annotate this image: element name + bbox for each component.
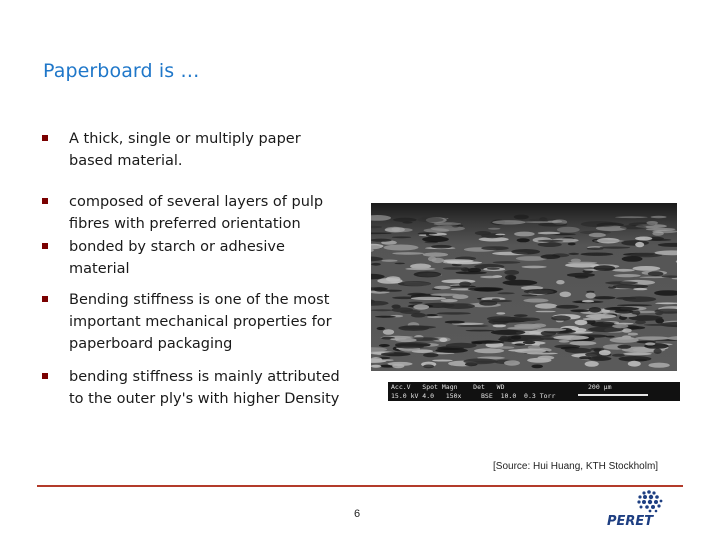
fibre-texture — [646, 221, 658, 225]
fibre-texture — [621, 240, 649, 246]
fibre-texture — [612, 354, 625, 357]
fibre-texture — [527, 353, 558, 355]
fibre-texture — [589, 307, 601, 313]
fibre-texture — [441, 279, 475, 283]
fibre-texture — [568, 243, 576, 246]
fibre-texture — [392, 236, 411, 238]
fibre-texture — [495, 234, 505, 236]
fibre-texture — [535, 311, 555, 313]
fibre-texture — [604, 307, 639, 311]
fibre-texture — [371, 365, 381, 368]
fibre-texture — [581, 221, 617, 227]
fibre-texture — [628, 361, 641, 367]
fibre-texture — [401, 326, 436, 329]
fibre-texture — [593, 296, 615, 299]
databar-row-1: Acc.V Spot Magn Det WD — [391, 383, 505, 391]
fibre-texture — [381, 290, 402, 292]
fibre-texture — [371, 263, 381, 266]
fibre-texture — [541, 254, 561, 259]
fibre-texture — [457, 325, 489, 327]
fibre-texture — [504, 270, 519, 275]
fibre-texture — [615, 337, 634, 340]
fibre-texture — [531, 365, 543, 369]
fibre-texture — [551, 315, 571, 320]
fibre-texture — [377, 278, 402, 284]
fibre-texture — [466, 330, 495, 332]
fibre-texture — [411, 297, 446, 300]
fibre-texture — [418, 232, 438, 234]
fibre-texture — [569, 341, 596, 345]
fibre-texture — [633, 288, 647, 290]
fibre-texture — [487, 316, 515, 321]
bullet-square-icon — [42, 243, 48, 249]
fibre-texture — [575, 320, 588, 325]
bullet-square-icon — [42, 198, 48, 204]
fibre-texture — [635, 242, 644, 247]
fibre-texture — [474, 348, 504, 353]
fibre-texture — [628, 333, 638, 336]
fibre-texture — [496, 312, 505, 314]
fibre-texture — [585, 361, 599, 367]
fibre-texture — [423, 252, 448, 256]
fibre-texture — [441, 299, 458, 302]
scale-bar-label: 200 µm — [588, 383, 612, 391]
fibre-texture — [622, 256, 643, 262]
fibre-texture — [627, 326, 645, 329]
sem-micrograph — [371, 203, 677, 371]
fibre-texture — [569, 253, 580, 255]
bullet-item — [40, 236, 340, 280]
fibre-texture — [521, 295, 537, 297]
fibre-texture — [538, 232, 561, 235]
fibre-texture — [434, 286, 450, 290]
fibre-texture — [393, 218, 417, 222]
fibre-texture — [648, 271, 664, 276]
fibre-texture — [594, 265, 616, 271]
page-number: 6 — [354, 508, 361, 520]
fibre-texture — [622, 328, 632, 333]
fibre-texture — [497, 292, 514, 294]
fibre-texture — [435, 348, 468, 353]
fibre-texture — [381, 260, 397, 262]
fibre-texture — [427, 316, 443, 318]
bullet-square-icon — [42, 296, 48, 302]
bullet-text: Bending stiffness is one of the most important mechanical properties for paperboard packaging — [69, 292, 332, 352]
fibre-texture — [413, 304, 429, 309]
bullet-text: A thick, single or multiply paper based material. — [69, 131, 301, 169]
fibre-texture — [538, 223, 567, 227]
fibre-texture — [523, 341, 535, 344]
fibre-texture — [508, 275, 516, 280]
bullet-square-icon — [42, 373, 48, 379]
micrograph-texture — [371, 203, 677, 371]
fibre-texture — [390, 338, 399, 340]
fibre-texture — [446, 343, 477, 349]
fibre-texture — [426, 314, 438, 316]
fibre-texture — [612, 324, 628, 328]
fibre-texture — [617, 345, 631, 349]
fibre-texture — [439, 338, 447, 342]
fibre-texture — [450, 286, 476, 288]
fibre-texture — [559, 340, 570, 343]
fibre-texture — [529, 219, 556, 222]
fibre-texture — [538, 356, 555, 360]
fibre-texture — [556, 280, 564, 284]
fibre-texture — [645, 342, 655, 345]
fibre-texture — [570, 309, 590, 312]
fibre-texture — [514, 215, 529, 220]
logo-wordmark: PERET — [607, 514, 654, 529]
fibre-texture — [504, 360, 520, 365]
fibre-texture — [409, 302, 423, 304]
scale-bar — [578, 394, 648, 396]
fibre-texture — [423, 353, 438, 357]
fibre-texture — [475, 231, 491, 235]
fibre-texture — [623, 352, 652, 355]
fibre-texture — [371, 239, 392, 242]
fibre-texture — [541, 331, 556, 337]
fibre-texture — [635, 237, 652, 241]
fibre-texture — [381, 359, 394, 361]
fibre-texture — [379, 344, 390, 347]
fibre-texture — [405, 268, 435, 270]
fibre-texture — [652, 230, 677, 233]
fibre-texture — [430, 293, 460, 296]
footer-divider — [37, 485, 683, 487]
peret-logo — [604, 487, 686, 529]
fibre-texture — [618, 356, 651, 362]
fibre-texture — [441, 259, 473, 262]
globe-dots-icon — [637, 490, 662, 512]
fibre-texture — [648, 363, 669, 368]
fibre-texture — [612, 269, 634, 272]
slide-title: Paperboard is … — [43, 60, 200, 82]
fibre-texture — [392, 252, 424, 255]
fibre-texture — [651, 216, 667, 219]
fibre-texture — [633, 266, 661, 271]
fibre-texture — [538, 242, 562, 247]
fibre-texture — [371, 309, 393, 311]
fibre-texture — [402, 222, 412, 224]
fibre-texture — [385, 227, 405, 233]
fibre-texture — [582, 300, 594, 302]
fibre-texture — [411, 313, 426, 318]
databar-row-2: 15.0 kV 4.0 150x BSE 10.0 0.3 Torr — [391, 392, 556, 400]
bullet-text: bending stiffness is mainly attributed to the outer ply's with higher Density — [69, 369, 340, 407]
fibre-texture — [481, 340, 495, 342]
fibre-texture — [492, 298, 500, 300]
fibre-texture — [535, 303, 557, 308]
fibre-texture — [514, 324, 540, 329]
fibre-texture — [586, 314, 616, 319]
fibre-texture — [514, 318, 540, 322]
fibre-texture — [431, 258, 444, 263]
fibre-texture — [423, 365, 434, 369]
fibre-texture — [392, 307, 413, 312]
fibre-texture — [594, 240, 625, 242]
fibre-texture — [491, 330, 526, 335]
fibre-texture — [414, 271, 442, 277]
fibre-texture — [623, 296, 657, 302]
fibre-texture — [488, 228, 500, 230]
fibre-texture — [493, 261, 521, 264]
fibre-texture — [568, 262, 598, 264]
fibre-texture — [615, 216, 647, 218]
fibre-texture — [481, 246, 509, 250]
fibre-texture — [479, 300, 497, 305]
fibre-texture — [514, 314, 528, 317]
fibre-texture — [589, 233, 606, 237]
fibre-texture — [445, 321, 465, 324]
fibre-texture — [500, 336, 508, 341]
fibre-texture — [442, 303, 475, 309]
fibre-texture — [432, 360, 453, 362]
fibre-texture — [537, 240, 563, 242]
fibre-texture — [381, 352, 411, 356]
bullet-item — [40, 128, 340, 172]
fibre-texture — [522, 266, 547, 269]
fibre-texture — [443, 267, 465, 270]
fibre-texture — [517, 238, 530, 242]
fibre-texture — [635, 336, 669, 340]
fibre-texture — [599, 247, 630, 249]
fibre-texture — [654, 348, 662, 354]
fibre-texture — [398, 281, 431, 286]
fibre-texture — [605, 281, 638, 284]
fibre-texture — [437, 312, 472, 314]
fibre-texture — [608, 286, 616, 288]
fibre-texture — [614, 274, 641, 277]
bullet-text: bonded by starch or adhesive material — [69, 239, 285, 277]
fibre-texture — [511, 249, 540, 254]
fibre-texture — [523, 299, 548, 303]
fibre-texture — [514, 343, 525, 345]
fibre-texture — [487, 268, 500, 270]
fibre-texture — [581, 253, 614, 256]
fibre-texture — [497, 346, 515, 349]
fibre-texture — [606, 336, 615, 338]
fibre-texture — [456, 272, 475, 274]
bullet-text: composed of several layers of pulp fibres with preferred orientation — [69, 194, 324, 232]
fibre-texture — [599, 350, 611, 355]
fibre-texture — [553, 335, 589, 340]
fibre-texture — [468, 268, 482, 272]
fibre-texture — [575, 275, 589, 278]
micrograph-databar — [388, 382, 680, 401]
fibre-texture — [383, 329, 394, 335]
bullet-item — [40, 289, 340, 355]
bullet-item — [40, 191, 340, 235]
fibre-texture — [395, 263, 406, 265]
fibre-texture — [586, 293, 596, 299]
fibre-texture — [492, 220, 525, 224]
fibre-texture — [621, 314, 638, 317]
fibre-texture — [514, 348, 546, 353]
fibre-texture — [434, 222, 462, 225]
fibre-texture — [533, 290, 554, 295]
fibre-texture — [377, 327, 385, 330]
fibre-texture — [617, 304, 652, 306]
fibre-texture — [431, 245, 452, 249]
fibre-texture — [396, 346, 424, 349]
fibre-texture — [514, 232, 535, 237]
fibre-texture — [537, 328, 566, 331]
fibre-texture — [375, 316, 396, 318]
fibre-texture — [557, 227, 580, 233]
fibre-texture — [644, 324, 672, 326]
image-source-caption: [Source: Hui Huang, KTH Stockholm] — [493, 461, 659, 472]
bullet-square-icon — [42, 135, 48, 141]
fibre-texture — [463, 358, 497, 364]
fibre-texture — [474, 288, 501, 292]
fibre-texture — [613, 284, 648, 288]
bullet-item — [40, 366, 340, 410]
fibre-texture — [395, 338, 416, 342]
fibre-texture — [480, 276, 500, 278]
fibre-texture — [556, 305, 579, 309]
fibre-texture — [565, 348, 592, 353]
fibre-texture — [392, 364, 404, 369]
fibre-texture — [587, 248, 604, 250]
fibre-texture — [560, 292, 572, 298]
fibre-texture — [418, 217, 444, 222]
fibre-texture — [424, 228, 450, 232]
fibre-texture — [503, 280, 538, 286]
fibre-texture — [422, 237, 449, 243]
fibre-texture — [511, 335, 521, 339]
fibre-texture — [383, 245, 418, 251]
fibre-texture — [493, 324, 507, 327]
